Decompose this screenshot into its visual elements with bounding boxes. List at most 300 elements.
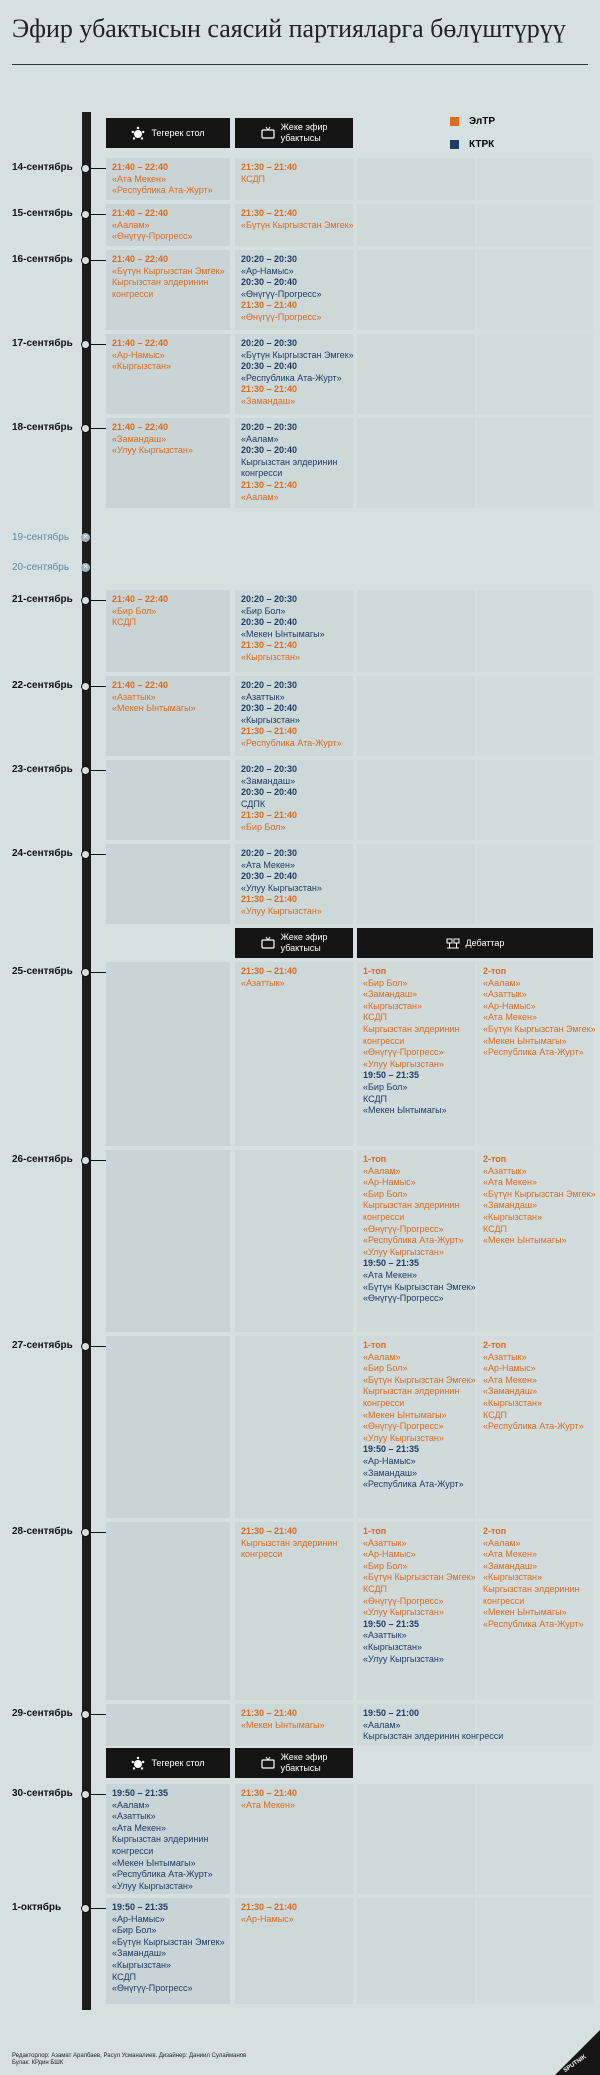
party-name: «Бир Бол» [363,1188,408,1199]
timeline-marker [81,682,90,691]
party-name: «Замандаш» [363,989,418,1000]
date-label: 19-сентябрь [12,532,70,543]
timeline-marker [81,1710,90,1719]
date-label: 24-сентябрь [12,848,73,859]
time-slot: 20:20 – 20:30 [241,338,298,348]
date-label: 17-сентябрь [12,338,73,349]
party-name: Кыргызстан элдеринин конгресси [363,1731,504,1742]
party-name: «Аалам» [112,219,150,230]
timeline-tick [88,972,106,973]
legend-label: ЭлТР [469,116,495,127]
legend-swatch-orange [450,117,459,126]
party-name: «Республика Ата-Журт» [241,737,342,748]
time-slot: 20:20 – 20:30 [241,848,298,858]
time-slot: 19:50 – 21:35 [363,1258,420,1269]
date-label: 22-сентябрь [12,680,73,691]
schedule-entry [241,162,297,185]
party-name: КСДП [112,1971,137,1982]
timeline-tick [88,854,106,855]
schedule-entry [363,1154,476,1305]
party-name: «Замандаш» [363,1467,418,1478]
party-name: «Өнүгүү-Прогресс» [363,1595,444,1606]
timeline-marker [81,596,90,605]
party-name: «Ата Мекен» [483,1549,537,1560]
schedule-cell [477,158,593,200]
page-title: Эфир убактысын саясий партияларга бөлүштүрүү [12,14,566,43]
header-free-airtime [235,118,353,148]
party-name: Кыргызстан элдеринин [112,1834,209,1845]
party-name: «Мекен Ынтымагы» [483,1035,567,1046]
party-name: «Аалам» [241,491,279,502]
party-name: «Республика Ата-Журт» [363,1479,464,1490]
date-label: 28-сентябрь [12,1526,73,1537]
time-slot: 19:50 – 21:35 [112,1902,169,1912]
party-name: «Республика Ата-Журт» [483,1421,584,1432]
time-slot: 20:20 – 20:30 [241,422,298,432]
party-name: «Өнүгүү-Прогресс» [363,1293,444,1304]
time-slot: 1-топ [363,1340,387,1350]
header-label: Тегерек стол [151,127,205,138]
time-slot: 21:30 – 21:40 [241,966,298,976]
timeline-tick [88,1714,106,1715]
party-name: «Ар-Намыс» [363,1177,416,1188]
date-label: 29-сентябрь [12,1708,73,1719]
schedule-cell [106,1522,230,1700]
time-slot: 21:40 – 22:40 [112,680,169,690]
party-name: «Бүтүн Кыргызстан Эмгек» [363,1572,476,1583]
party-name: «Азаттык» [483,1351,527,1362]
party-name: «Мекен Ынтымагы» [241,1719,325,1730]
schedule-entry [483,1340,584,1433]
schedule-entry [483,1154,596,1247]
timeline-marker [81,766,90,775]
time-slot: 19:50 – 21:35 [363,1618,420,1629]
schedule-cell [357,250,475,330]
schedule-entry [241,764,297,834]
time-slot: 21:30 – 21:40 [241,1526,298,1536]
party-name: «Кыргызстан» [112,1959,172,1970]
schedule-entry [112,594,168,629]
timeline-marker [81,1904,90,1913]
party-name: «Азаттык» [363,1537,407,1548]
timeline-marker [81,164,90,173]
schedule-entry [112,208,193,243]
party-name: «Ар-Намыс» [363,1549,416,1560]
party-name: конгресси [363,1211,405,1222]
party-name: «Республика Ата-Журт» [483,1618,584,1629]
timeline-tick [88,428,106,429]
schedule-entry [483,1526,584,1630]
timeline-marker [81,256,90,265]
party-name: «Бүтүн Кыргызстан Эмгек» [241,219,354,230]
party-name: «Ата Мекен» [112,173,166,184]
header-label: Жеке эфир убактысы [280,1752,328,1773]
timeline-tick [88,1160,106,1161]
party-name: «Республика Ата-Журт» [483,1047,584,1058]
date-label: 21-сентябрь [12,594,73,605]
party-name: «Азаттык» [112,691,156,702]
time-slot: 19:50 – 21:00 [363,1708,420,1718]
time-slot: 19:50 – 21:35 [112,1788,169,1798]
time-slot: 21:30 – 21:40 [241,384,298,395]
party-name: «Мекен Ынтымагы» [112,703,196,714]
party-name: «Улуу Кыргызстан» [363,1653,444,1664]
party-name: «Ар-Намыс» [112,1913,165,1924]
party-name: «Ар-Намыс» [241,1913,294,1924]
date-label: 27-сентябрь [12,1340,73,1351]
timeline-tick [88,686,106,687]
legend-item-eltr [450,116,495,127]
schedule-cell [106,1704,230,1746]
schedule-entry [241,680,342,750]
party-name: «Мекен Ынтымагы» [112,1857,196,1868]
time-slot: 21:30 – 21:40 [241,1902,298,1912]
title-divider [12,64,588,65]
party-name: «Азаттык» [363,1630,407,1641]
party-name: «Замандаш» [112,433,167,444]
schedule-entry [241,594,325,664]
header-round-table [106,1748,230,1778]
time-slot: 2-топ [483,1340,507,1350]
party-name: «Улуу Кыргызстан» [363,1607,444,1618]
schedule-cell [477,1898,593,2004]
day-off-icon: ✕ [82,564,89,571]
party-name: «Аалам» [241,433,279,444]
party-name: «Ата Мекен» [483,1012,537,1023]
party-name: конгресси [241,468,283,479]
party-name: конгресси [483,1595,525,1606]
party-name: «Замандаш» [483,1386,538,1397]
schedule-entry [112,254,225,300]
party-name: «Өнүгүү-Прогресс» [363,1047,444,1058]
timeline-marker [81,1156,90,1165]
timeline-marker [81,1790,90,1799]
time-slot: 20:20 – 20:30 [241,594,298,604]
tv-icon [261,1756,275,1770]
credits [12,2053,246,2067]
party-name: «Бир Бол» [112,1925,157,1936]
timeline-marker [81,340,90,349]
party-name: «Бүтүн Кыргызстан Эмгек» [112,1936,225,1947]
schedule-cell [477,844,593,924]
party-name: «Бир Бол» [112,605,157,616]
credits-editors: Редакторлор: Азамат Арапбаев, Расул Усманалиев. Дизайнер: Даниил Сулайманов [12,2053,247,2059]
header-label: Дебаттар [465,937,505,948]
schedule-entry [241,422,337,503]
party-name: «Кыргызстан» [483,1211,543,1222]
time-slot: 2-топ [483,1526,507,1536]
debate-icon [446,936,460,950]
time-slot: 21:30 – 21:40 [241,479,298,490]
party-name: «Өнүгүү-Прогресс» [112,231,193,242]
schedule-entry [112,1788,213,1892]
time-slot: 21:40 – 22:40 [112,254,169,264]
schedule-cell [357,590,475,672]
party-name: «Улуу Кыргызстан» [241,905,322,916]
party-name: «Кыргызстан» [483,1397,543,1408]
sputnik-logo-text: SPUTNIK [562,2053,588,2075]
schedule-cell [106,1336,230,1518]
timeline-tick [88,168,106,169]
party-name: «Улуу Кыргызстан» [241,882,322,893]
party-name: «Кыргызстан» [241,714,301,725]
header-free-airtime [235,928,353,958]
schedule-entry [363,966,459,1117]
schedule-cell [357,334,475,414]
party-name: «Аалам» [483,1537,521,1548]
time-slot: 21:30 – 21:40 [241,162,298,172]
party-name: «Аалам» [112,1799,150,1810]
party-name: «Улуу Кыргызстан» [363,1058,444,1069]
time-slot: 21:30 – 21:40 [241,1708,298,1718]
timeline-tick [88,1794,106,1795]
party-name: «Республика Ата-Журт» [112,185,213,196]
party-name: «Азаттык» [112,1811,156,1822]
time-slot: 20:20 – 20:30 [241,254,298,264]
party-name: «Бир Бол» [241,821,286,832]
tv-icon [261,936,275,950]
party-name: «Бүтүн Кыргызстан Эмгек» [112,265,225,276]
time-slot: 21:40 – 22:40 [112,208,169,218]
tv-icon [261,126,275,140]
schedule-cell [106,760,230,840]
time-slot: 19:50 – 21:35 [363,1070,420,1081]
party-name: «Ата Мекен» [241,1799,295,1810]
timeline-tick [88,260,106,261]
schedule-cell [477,590,593,672]
timeline-marker [81,424,90,433]
party-name: «Бүтүн Кыргызстан Эмгек» [363,1374,476,1385]
schedule-entry [112,422,193,457]
party-name: КСДП [112,617,137,628]
schedule-cell [357,760,475,840]
timeline-marker [81,968,90,977]
party-name: «Ата Мекен» [112,1822,166,1833]
time-slot: 20:30 – 20:40 [241,703,298,714]
time-slot: 21:30 – 21:40 [241,300,298,311]
party-name: «Республика Ата-Журт» [241,372,342,383]
party-name: конгресси [363,1397,405,1408]
party-name: «Азаттык» [241,691,285,702]
party-name: «Замандаш» [241,775,296,786]
party-name: «Мекен Ынтымагы» [483,1235,567,1246]
party-name: «Ата Мекен» [363,1269,417,1280]
party-name: «Өнүгүү-Прогресс» [241,311,322,322]
party-name: «Улуу Кыргызстан» [112,445,193,456]
party-name: «Бүтүн Кыргызстан Эмгек» [241,349,354,360]
party-name: «Мекен Ынтымагы» [363,1105,447,1116]
timeline-bar [82,112,91,2010]
schedule-entry [241,1788,297,1811]
date-label: 30-сентябрь [12,1788,73,1799]
date-label: 18-сентябрь [12,422,73,433]
timeline-tick [88,1908,106,1909]
header-label: Жеке эфир убактысы [280,932,328,953]
party-name: «Ата Мекен» [483,1177,537,1188]
party-name: «Кыргызстан» [112,361,172,372]
schedule-cell [477,250,593,330]
party-name: «Бир Бол» [363,1363,408,1374]
credits-source: Булак: КРдин БШК [12,2060,64,2066]
party-name: «Азаттык» [241,977,285,988]
party-name: «Улуу Кыргызстан» [363,1432,444,1443]
party-name: Кыргызстан элдеринин [112,277,209,288]
schedule-entry [363,1340,476,1491]
timeline-tick [88,600,106,601]
time-slot: 21:40 – 22:40 [112,162,169,172]
schedule-cell [477,418,593,508]
party-name: «Ар-Намыс» [112,349,165,360]
date-label: 25-сентябрь [12,966,73,977]
time-slot: 20:30 – 20:40 [241,787,298,798]
party-name: «Ар-Намыс» [363,1455,416,1466]
schedule-cell [106,1150,230,1332]
schedule-cell [357,1784,475,1894]
party-name: «Мекен Ынтымагы» [363,1409,447,1420]
schedule-cell [235,1150,353,1332]
party-name: «Аалам» [483,977,521,988]
party-name: «Ар-Намыс» [483,1363,536,1374]
party-name: «Бир Бол» [363,1081,408,1092]
party-name: «Аалам» [363,1351,401,1362]
party-name: «Бир Бол» [241,605,286,616]
party-name: «Кыргызстан» [363,1000,423,1011]
time-slot: 1-топ [363,1154,387,1164]
schedule-entry [112,1902,225,1995]
date-label: 20-сентябрь [12,562,70,573]
party-name: «Азаттык» [483,989,527,1000]
time-slot: 21:30 – 21:40 [241,810,298,821]
party-name: конгресси [363,1035,405,1046]
date-label: 15-сентябрь [12,208,73,219]
round-table-icon [131,1756,145,1770]
party-name: «Мекен Ынтымагы» [241,628,325,639]
schedule-entry [241,1526,337,1561]
time-slot: 1-топ [363,966,387,976]
party-name: «Кыргызстан» [241,651,301,662]
schedule-cell [357,418,475,508]
header-label: Тегерек стол [151,1757,205,1768]
time-slot: 20:20 – 20:30 [241,764,298,774]
party-name: «Бүтүн Кыргызстан Эмгек» [483,1188,596,1199]
time-slot: 20:20 – 20:30 [241,680,298,690]
time-slot: 21:40 – 22:40 [112,422,169,432]
timeline-marker [81,850,90,859]
schedule-cell [477,760,593,840]
time-slot: 20:30 – 20:40 [241,445,298,456]
timeline-tick [88,1346,106,1347]
party-name: «Замандаш» [241,395,296,406]
date-label: 1-октябрь [12,1902,62,1913]
schedule-entry [112,680,196,715]
party-name: «Бир Бол» [363,977,408,988]
time-slot: 21:40 – 22:40 [112,594,169,604]
time-slot: 20:30 – 20:40 [241,617,298,628]
timeline-marker [81,1342,90,1351]
schedule-cell [357,1898,475,2004]
party-name: «Аалам» [363,1719,401,1730]
party-name: «Бүтүн Кыргызстан Эмгек» [483,1023,596,1034]
timeline-tick [88,770,106,771]
party-name: «Кыргызстан» [363,1641,423,1652]
time-slot: 21:40 – 22:40 [112,338,169,348]
party-name: Кыргызстан элдеринин [483,1583,580,1594]
schedule-entry [363,1526,476,1665]
party-name: «Улуу Кыргызстан» [363,1246,444,1257]
time-slot: 2-топ [483,966,507,976]
timeline-marker [81,1528,90,1537]
time-slot: 20:30 – 20:40 [241,277,298,288]
time-slot: 21:30 – 21:40 [241,1788,298,1798]
party-name: Кыргызстан элдеринин [363,1023,460,1034]
party-name: конгресси [112,1845,154,1856]
schedule-entry [483,966,596,1059]
time-slot: 21:30 – 21:40 [241,640,298,651]
party-name: конгресси [112,288,154,299]
legend-item-ktrk [450,139,494,150]
header-round-table [106,118,230,148]
schedule-entry [241,966,297,989]
party-name: «Өнүгүү-Прогресс» [241,288,322,299]
schedule-cell [357,844,475,924]
party-name: СДПК [241,798,266,809]
time-slot: 20:30 – 20:40 [241,361,298,372]
party-name: «Замандаш» [483,1560,538,1571]
time-slot: 21:30 – 21:40 [241,208,298,218]
schedule-cell [357,204,475,246]
party-name: «Өнүгүү-Прогресс» [363,1421,444,1432]
time-slot: 2-топ [483,1154,507,1164]
schedule-entry [241,1708,325,1731]
time-slot: 20:30 – 20:40 [241,871,298,882]
date-label: 26-сентябрь [12,1154,73,1165]
time-slot: 21:30 – 21:40 [241,894,298,905]
party-name: «Ата Мекен» [241,859,295,870]
timeline-tick [88,1532,106,1533]
round-table-icon [131,126,145,140]
party-name: «Ар-Намыс» [483,1000,536,1011]
party-name: КСДП [363,1093,388,1104]
schedule-cell [477,1784,593,1894]
header-label: Жеке эфир убактысы [280,122,328,143]
schedule-cell [477,334,593,414]
party-name: конгресси [241,1549,283,1560]
party-name: Кыргызстан элдеринин [363,1386,460,1397]
party-name: КСДП [363,1583,388,1594]
timeline-tick [88,344,106,345]
timeline-tick [88,214,106,215]
party-name: «Кыргызстан» [483,1572,543,1583]
schedule-cell [477,204,593,246]
party-name: КСДП [483,1409,508,1420]
party-name: «Замандаш» [112,1948,167,1959]
party-name: «Улуу Кыргызстан» [112,1880,193,1891]
party-name: «Өнүгүү-Прогресс» [363,1223,444,1234]
date-label: 16-сентябрь [12,254,73,265]
party-name: КСДП [363,1012,388,1023]
party-name: «Ар-Намыс» [241,265,294,276]
schedule-cell [235,1336,353,1518]
party-name: КСДП [241,173,266,184]
timeline-marker [81,210,90,219]
schedule-entry [241,1902,297,1925]
schedule-entry [241,338,354,408]
schedule-entry [112,162,213,197]
date-label: 14-сентябрь [12,162,73,173]
schedule-entry [241,848,322,918]
party-name: «Бир Бол» [363,1560,408,1571]
legend-swatch-blue [450,140,459,149]
